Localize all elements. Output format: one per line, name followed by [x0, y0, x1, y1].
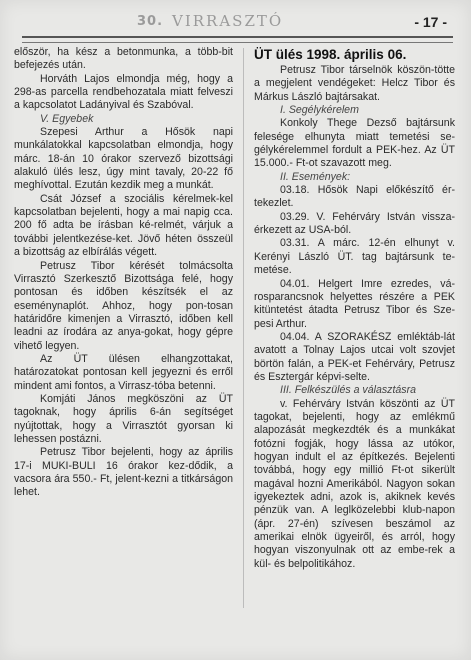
paragraph: Petrusz Tibor társelnök köszön-tötte a megjelent vendégeket: Helcz Tibor és Márkus László bajtársakat.: [254, 64, 455, 103]
header-rule: [22, 36, 453, 43]
paragraph: v. Fehérváry István köszönti az ÜT tagokat, bejelenti, hogy az emlékmű alapozását megkezdték és a munkákat fotózni fogják, hogy lássa az utókor, hogyan indult el az építkezés. Bejelenti továbbá, hogy egy millió Ft-ot sikerült magával hozni Amerikából. Nagyon sokan igyekeztek adni, azok is, akiknek kevés pénzük van. A leglközelebbi klub-napon (ápr. 27-én) szívesen beszámol az amerikai elnök ügyeiről, és arról, hogy hogyan viszonyulnak ott az embe-rek a kül- és belpolitikához.: [254, 397, 455, 570]
section-subheading: V. Egyebek: [40, 112, 94, 125]
paragraph: Komjáti János megköszöni az ÜT tagoknak, hogy április 6-án segítséget nyújtottak, hogy a Virrasztót gyorsan ki lehessen postázni.: [14, 392, 233, 445]
article-heading: ÜT ülés 1998. április 06.: [254, 47, 407, 62]
paragraph: Konkoly Thege Dezső bajtársunk felesége elhunyta miatt temetési se-gélykérelemmel fordult a PEK-hez. Az ÜT 15.000.- Ft-ot szavazott meg.: [254, 117, 455, 170]
section-subheading: III. Felkészülés a választásra: [280, 384, 417, 397]
issue-number: 30.: [137, 14, 164, 29]
page-number: - 17 -: [414, 14, 447, 30]
paragraph: 04.01. Helgert Imre ezredes, vá-rosparancsnok helyettes részére a PEK kitüntetést átadta Petrusz Tibor és Sze-pesi Arthur.: [254, 277, 455, 330]
page-header: [22, 6, 453, 40]
right-column: [254, 46, 455, 571]
paragraph: 04.04. A SZORAKÉSZ emléktáb-lát avatott a Tolnay Lajos utcai volt szovjet börtön falán, a PEK-et Fehérváry, Petrusz és Esztergár képvi-selte.: [254, 330, 455, 383]
left-column: [14, 46, 233, 500]
paragraph: először, ha kész a betonmunka, a több-bit befejezés után.: [14, 46, 233, 72]
paragraph: Horváth Lajos elmondja még, hogy a 298-as parcella rendbehozatala miatt felveszi a kapcsolatot Ladányival és Szabóval.: [14, 72, 233, 112]
paragraph: 03.29. V. Fehérváry István vissza-érkezett az USA-ból.: [254, 210, 455, 237]
paragraph: Petrusz Tibor kérését tolmácsolta Virrasztó Szerkesztő Bizottsága felé, hogy pontosan és időben készítsék el az eseménynaplót. Ahhoz, hogy pon-tosan határidőre kimenjen a Virrasztó, időben kell leadni az írodára az anya-gokat, hogy gépre vihető legyen.: [14, 259, 233, 352]
paragraph: Csát József a szociális kérelmek-kel kapcsolatban bejelenti, hogy a mai napig cca. 200 fő adta be írásban ké-relmét, várjuk a további jelentkezése-ket. Jövő héten összeül a bizottság az elbírálás végett.: [14, 192, 233, 259]
column-divider: [243, 48, 244, 608]
paragraph: 03.18. Hősök Napi előkészítő ér-tekezlet.: [254, 184, 455, 210]
paragraph: 03.31. A márc. 12-én elhunyt v. Kerényi László ÜT. tag bajtársunk te-metése.: [254, 237, 455, 277]
paragraph: Az ÜT ülésen elhangzottakat, határozatokat pontosan kell jegyezni és erről mindent ami fontos, a Virrasz-tóba betenni.: [14, 352, 233, 392]
newsletter-title: VIRRASZTÓ: [172, 12, 284, 30]
paragraph: Petrusz Tibor bejelenti, hogy az április 17-i MUKI-BULI 16 órakor kez-dődik, a vacsora ára 550.- Ft, jelent-kezni a titkárságon lehet.: [14, 446, 233, 499]
paragraph: Szepesi Arthur a Hősök napi munkálatokkal kapcsolatban elmondja, hogy márc. 18-án 10 órakor szervező bizottsági alakuló ülés lesz, úgy mint tavaly, 20-22 fő meghívottal. Ezután kezdik meg a munkát.: [14, 126, 233, 192]
section-subheading: II. Események:: [280, 170, 351, 183]
section-subheading: I. Segélykérelem: [280, 104, 359, 117]
